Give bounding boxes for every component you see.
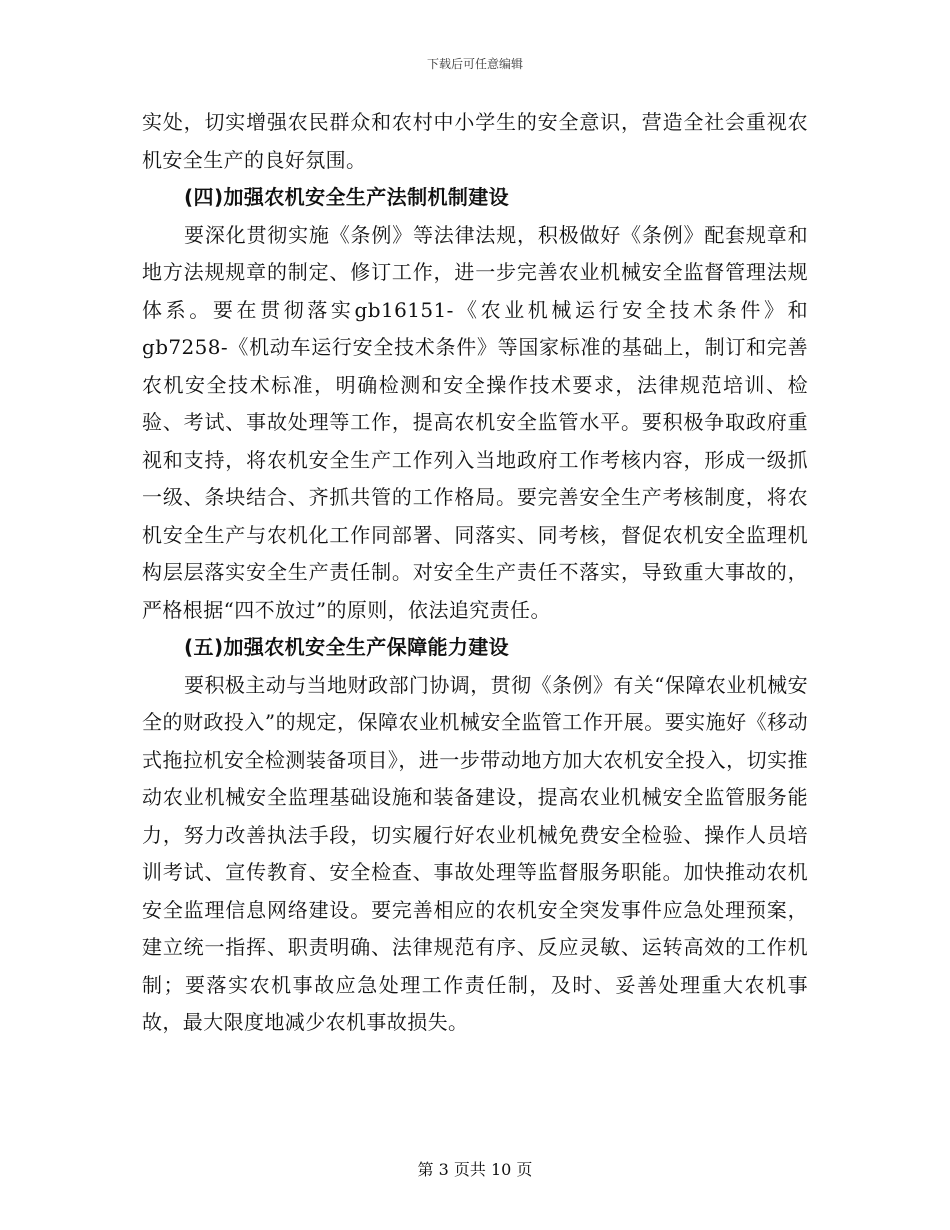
header-note: 下载后可任意编辑 xyxy=(426,57,523,71)
document-body xyxy=(142,104,808,1042)
paragraph-safety-capacity: 要积极主动与当地财政部门协调，贯彻《条例》有关“保障农业机械安全的财政投入”的规定，保障农业机械安全监管工作开展。要实施好《移动式拖拉机安全检测装备项目》，进一步带动地方加大农机安全投入，切实推动农业机械安全监理基础设施和装备建设，提高农业机械安全监管服务能力，努力改善执法手段，切实履行好农业机械免费安全检验、操作人员培训考试、宣传教育、安全检查、事故处理等监督服务职能。加快推动农机安全监理信息网络建设。要完善相应的农机安全突发事件应急处理预案，建立统一指挥、职责明确、法律规范有序、反应灵敏、运转高效的工作机制；要落实农机事故应急处理工作责任制，及时、妥善处理重大农机事故，最大限度地减少农机事故损失。 xyxy=(142,672,808,1034)
section-heading-5: (五)加强农机安全生产保障能力建设 xyxy=(184,635,510,659)
page-footer: 第 3 页共 10 页 xyxy=(417,1160,533,1179)
paragraph-legal-mechanism: 要深化贯彻实施《条例》等法律法规，积极做好《条例》配套规章和地方法规规章的制定、修订工作，进一步完善农业机械安全监督管理法规体系。要在贯彻落实gb16151-《农业机械运行安全技术条件》和gb7258-《机动车运行安全技术条件》等国家标准的基础上，制订和完善农机安全技术标准，明确检测和安全操作技术要求，法律规范培训、检验、考试、事故处理等工作，提高农机安全监管水平。要积极争取政府重视和支持，将农机安全生产工作列入当地政府工作考核内容，形成一级抓一级、条块结合、齐抓共管的工作格局。要完善安全生产考核制度，将农机安全生产与农机化工作同部署、同落实、同考核，督促农机安全监理机构层层落实安全生产责任制。对安全生产责任不落实，导致重大事故的，严格根据“四不放过”的原则，依法追究责任。 xyxy=(142,222,808,622)
paragraph-continuation: 实处，切实增强农民群众和农村中小学生的安全意识，营造全社会重视农机安全生产的良好氛围。 xyxy=(142,110,808,172)
section-heading-4: (四)加强农机安全生产法制机制建设 xyxy=(184,185,510,209)
